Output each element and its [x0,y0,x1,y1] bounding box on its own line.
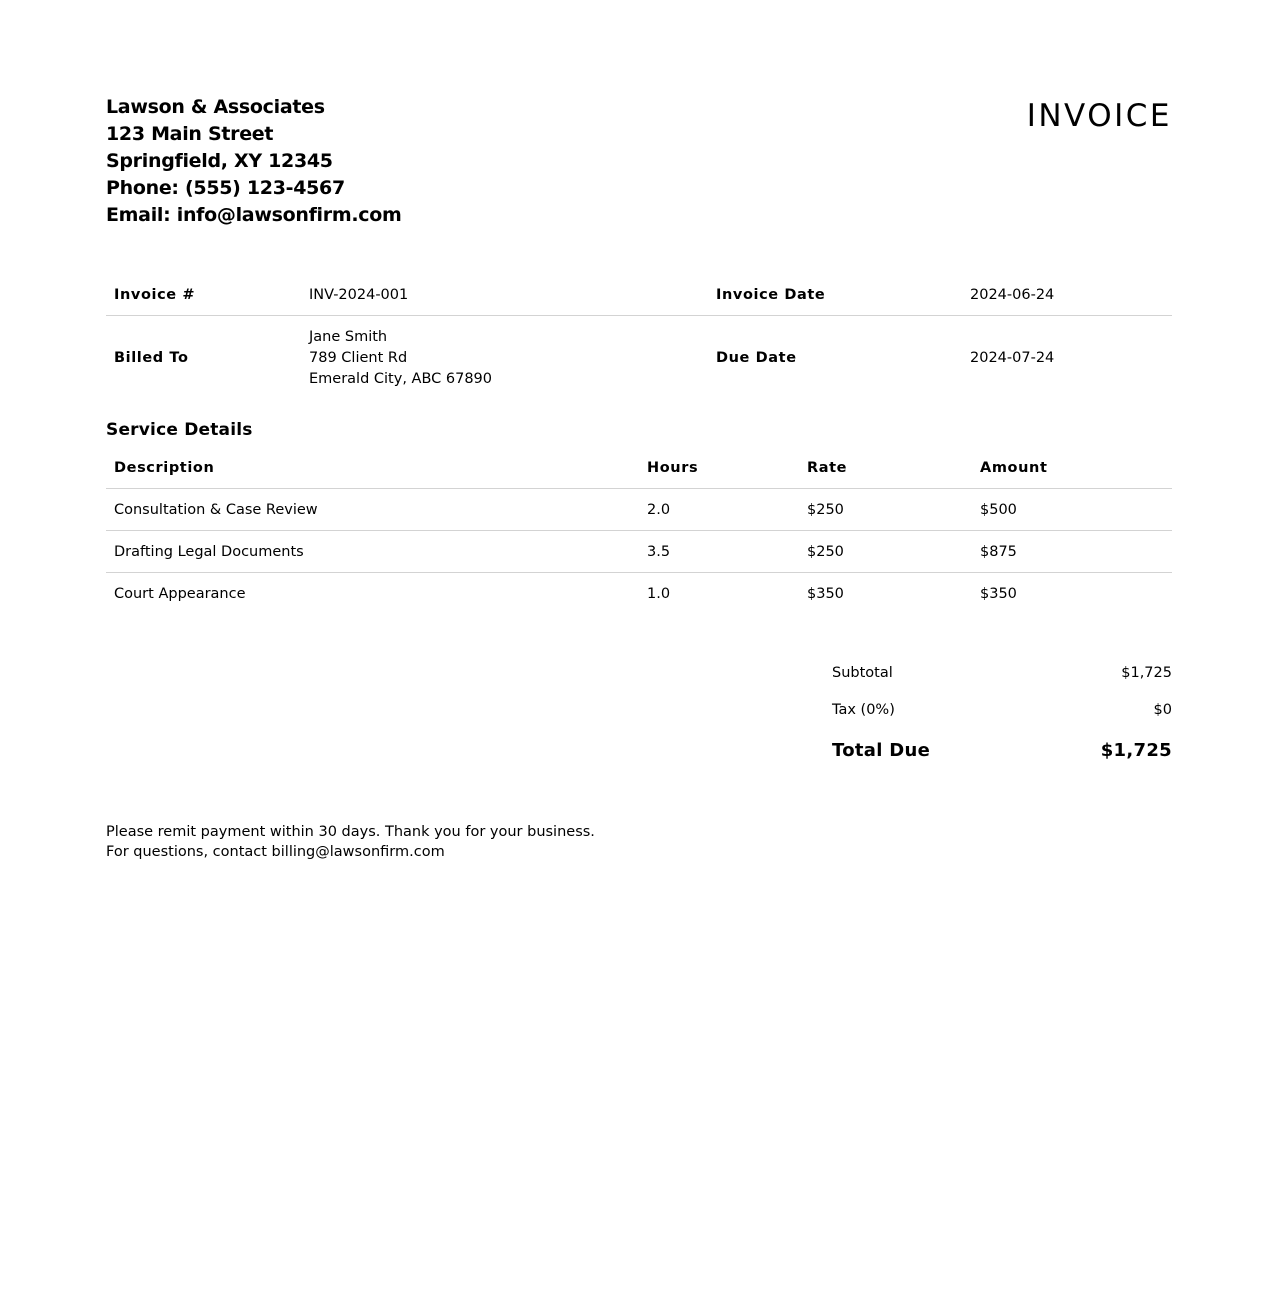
invoice-page [106,94,1172,860]
billed-to-label: Billed To [114,350,189,366]
service-rate: $250 [799,489,972,531]
service-hours: 3.5 [639,531,799,573]
invoice-date-label: Invoice Date [708,275,962,316]
service-rate: $350 [807,585,844,602]
billing-contact: For questions, contact billing@lawsonfirm.com [106,844,445,860]
subtotal-label: Subtotal [832,664,893,681]
total-due-label: Total Due [832,739,931,761]
column-header-description: Description [106,448,639,489]
company-phone: Phone: (555) 123-4567 [106,177,345,199]
invoice-meta-table [106,275,1172,400]
column-header-hours: Hours [639,448,799,489]
table-row [106,573,1172,615]
table-header-row [106,448,1172,489]
due-date-label: Due Date [716,350,797,366]
company-info [106,94,401,229]
table-row [106,531,1172,573]
service-description: Court Appearance [114,585,246,602]
tax-label: Tax (0%) [832,701,895,718]
meta-row [106,316,1172,401]
company-name: Lawson & Associates [106,96,325,118]
company-city: Springfield, XY 12345 [106,150,333,172]
invoice-number: INV-2024-001 [301,275,708,316]
invoice-header [106,94,1172,229]
footer-note [106,822,595,862]
subtotal-value: $1,725 [1121,664,1172,681]
column-header-rate: Rate [799,448,972,489]
billed-to [301,316,708,401]
client-city: Emerald City, ABC 67890 [309,370,493,387]
company-email: Email: info@lawsonfirm.com [106,204,402,226]
service-hours: 1.0 [647,585,671,602]
subtotal-row [832,654,1172,691]
column-header-amount: Amount [972,448,1172,489]
invoice-title: INVOICE [1026,98,1172,134]
service-hours: 2.0 [639,489,799,531]
invoice-number-label: Invoice # [106,275,301,316]
service-description: Consultation & Case Review [106,489,639,531]
client-street: 789 Client Rd [309,349,408,366]
service-description: Drafting Legal Documents [106,531,639,573]
meta-row [106,275,1172,316]
services-table [106,448,1172,614]
totals-block [832,654,1172,772]
due-date: 2024-07-24 [970,350,1055,366]
company-street: 123 Main Street [106,123,274,145]
total-due-row [832,728,1172,772]
invoice-date: 2024-06-24 [962,275,1172,316]
payment-terms: Please remit payment within 30 days. Thank you for your business. [106,824,595,840]
section-title: Service Details [106,420,253,440]
tax-value: $0 [1153,701,1172,718]
tax-row [832,691,1172,728]
table-row [106,489,1172,531]
service-rate: $250 [799,531,972,573]
total-due-value: $1,725 [1100,739,1172,761]
service-amount: $875 [972,531,1172,573]
service-amount: $350 [980,585,1017,602]
service-amount: $500 [972,489,1172,531]
client-name: Jane Smith [309,328,388,345]
